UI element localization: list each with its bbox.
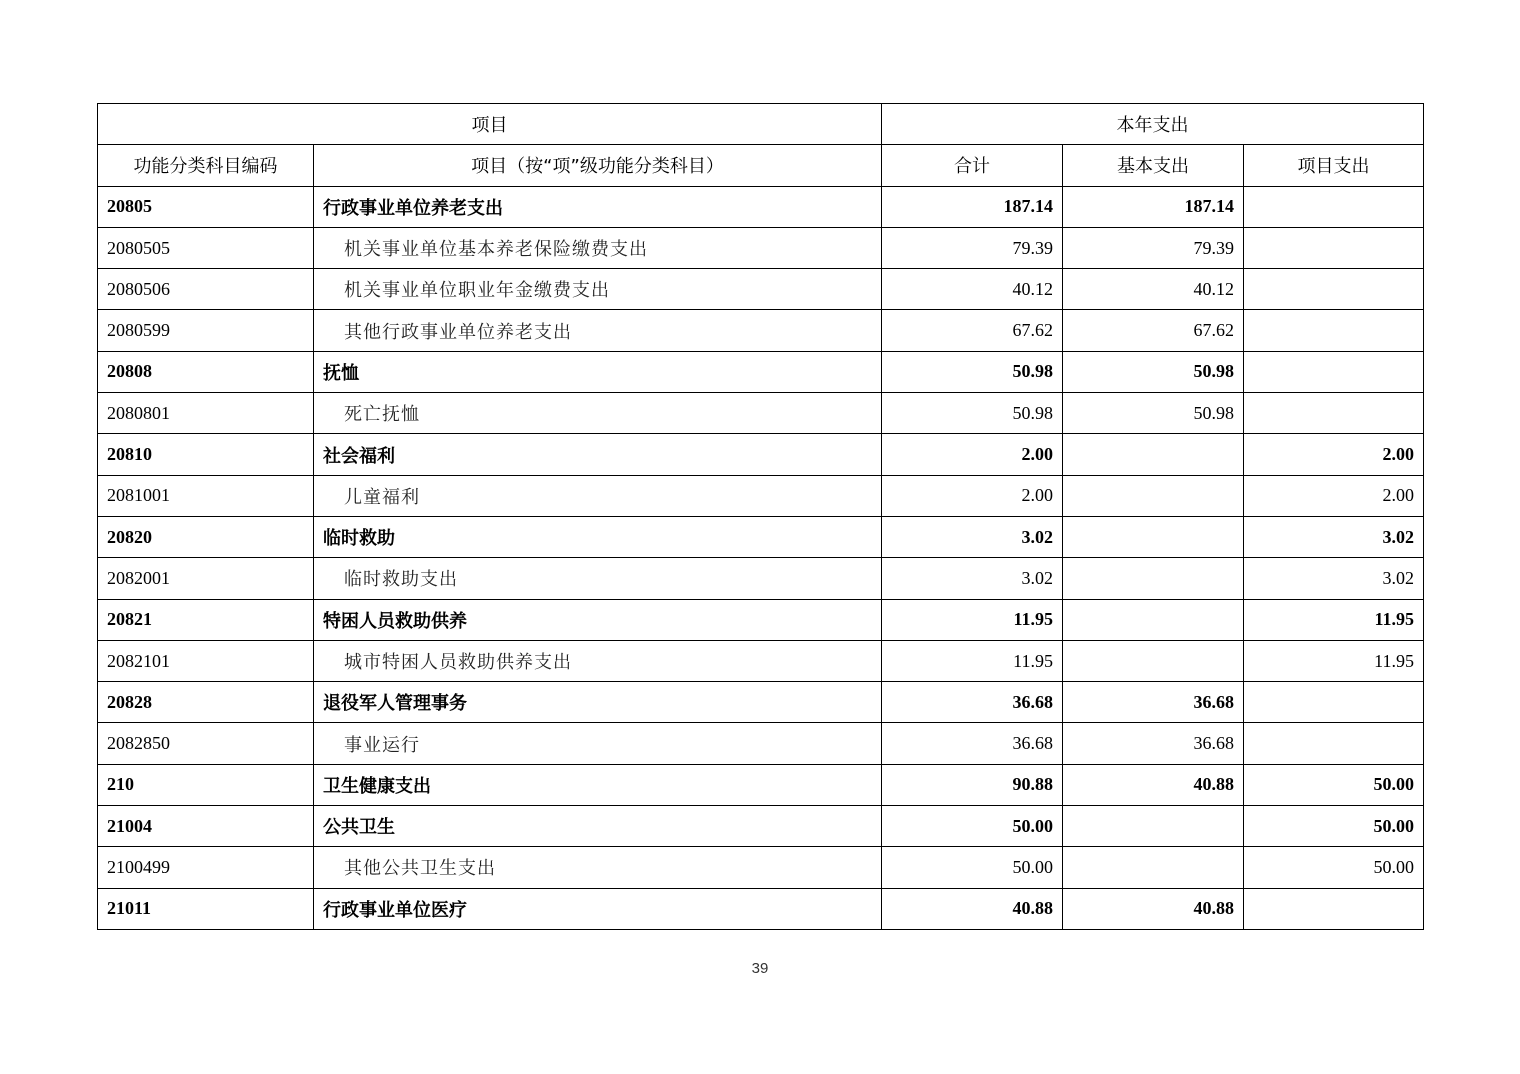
total-cell: 36.68 [882, 682, 1063, 723]
code-cell: 20828 [98, 682, 314, 723]
table-row [98, 764, 1424, 805]
total-cell: 50.00 [882, 806, 1063, 847]
header-row-1 [98, 104, 1424, 145]
name-cell: 临时救助 [314, 516, 882, 557]
code-cell: 21011 [98, 888, 314, 929]
table-row [98, 310, 1424, 351]
table-row [98, 516, 1424, 557]
basic-cell [1063, 847, 1244, 888]
project-cell: 50.00 [1244, 764, 1424, 805]
table-row [98, 847, 1424, 888]
project-cell [1244, 186, 1424, 227]
page-number: 39 [751, 960, 769, 977]
code-cell: 2080505 [98, 227, 314, 268]
total-cell: 36.68 [882, 723, 1063, 764]
header-project: 项目 [98, 104, 882, 145]
project-cell: 11.95 [1244, 599, 1424, 640]
table-row [98, 640, 1424, 681]
total-cell: 90.88 [882, 764, 1063, 805]
project-cell: 3.02 [1244, 516, 1424, 557]
code-cell: 20821 [98, 599, 314, 640]
basic-cell [1063, 516, 1244, 557]
project-cell: 50.00 [1244, 806, 1424, 847]
table-row [98, 475, 1424, 516]
name-cell: 死亡抚恤 [314, 393, 882, 434]
total-cell: 11.95 [882, 599, 1063, 640]
total-cell: 79.39 [882, 227, 1063, 268]
total-cell: 3.02 [882, 516, 1063, 557]
basic-cell: 187.14 [1063, 186, 1244, 227]
basic-cell: 50.98 [1063, 351, 1244, 392]
code-cell: 20808 [98, 351, 314, 392]
table-row [98, 558, 1424, 599]
header-basic: 基本支出 [1063, 145, 1244, 186]
name-cell: 公共卫生 [314, 806, 882, 847]
table-row [98, 351, 1424, 392]
name-cell: 儿童福利 [314, 475, 882, 516]
name-cell: 社会福利 [314, 434, 882, 475]
header-project-expense: 项目支出 [1244, 145, 1424, 186]
name-cell: 其他行政事业单位养老支出 [314, 310, 882, 351]
table-row [98, 888, 1424, 929]
code-cell: 2100499 [98, 847, 314, 888]
code-cell: 2080506 [98, 269, 314, 310]
table-row [98, 269, 1424, 310]
project-cell [1244, 888, 1424, 929]
name-cell: 其他公共卫生支出 [314, 847, 882, 888]
code-cell: 20810 [98, 434, 314, 475]
basic-cell [1063, 599, 1244, 640]
basic-cell: 40.88 [1063, 764, 1244, 805]
name-cell: 特困人员救助供养 [314, 599, 882, 640]
project-cell [1244, 227, 1424, 268]
header-row-2 [98, 145, 1424, 186]
project-cell: 2.00 [1244, 434, 1424, 475]
basic-cell: 50.98 [1063, 393, 1244, 434]
total-cell: 50.98 [882, 351, 1063, 392]
project-cell: 2.00 [1244, 475, 1424, 516]
code-cell: 2082850 [98, 723, 314, 764]
table-row [98, 806, 1424, 847]
header-item: 项目（按“项”级功能分类科目） [314, 145, 882, 186]
name-cell: 抚恤 [314, 351, 882, 392]
basic-cell: 36.68 [1063, 723, 1244, 764]
table-row [98, 723, 1424, 764]
total-cell: 2.00 [882, 434, 1063, 475]
total-cell: 50.00 [882, 847, 1063, 888]
header-code: 功能分类科目编码 [98, 145, 314, 186]
table-row [98, 393, 1424, 434]
basic-cell [1063, 434, 1244, 475]
name-cell: 城市特困人员救助供养支出 [314, 640, 882, 681]
project-cell [1244, 269, 1424, 310]
basic-cell [1063, 640, 1244, 681]
total-cell: 2.00 [882, 475, 1063, 516]
name-cell: 临时救助支出 [314, 558, 882, 599]
code-cell: 2082101 [98, 640, 314, 681]
basic-cell: 40.88 [1063, 888, 1244, 929]
code-cell: 20820 [98, 516, 314, 557]
table-row [98, 227, 1424, 268]
table-row [98, 599, 1424, 640]
total-cell: 3.02 [882, 558, 1063, 599]
total-cell: 50.98 [882, 393, 1063, 434]
table-row [98, 682, 1424, 723]
project-cell: 3.02 [1244, 558, 1424, 599]
code-cell: 2082001 [98, 558, 314, 599]
code-cell: 21004 [98, 806, 314, 847]
basic-cell [1063, 558, 1244, 599]
project-cell [1244, 723, 1424, 764]
name-cell: 退役军人管理事务 [314, 682, 882, 723]
code-cell: 2080801 [98, 393, 314, 434]
project-cell [1244, 351, 1424, 392]
code-cell: 20805 [98, 186, 314, 227]
total-cell: 40.88 [882, 888, 1063, 929]
basic-cell [1063, 806, 1244, 847]
basic-cell: 36.68 [1063, 682, 1244, 723]
name-cell: 事业运行 [314, 723, 882, 764]
total-cell: 40.12 [882, 269, 1063, 310]
project-cell [1244, 682, 1424, 723]
table-row [98, 434, 1424, 475]
name-cell: 卫生健康支出 [314, 764, 882, 805]
total-cell: 67.62 [882, 310, 1063, 351]
project-cell [1244, 393, 1424, 434]
name-cell: 行政事业单位医疗 [314, 888, 882, 929]
basic-cell [1063, 475, 1244, 516]
total-cell: 11.95 [882, 640, 1063, 681]
expense-table [97, 103, 1424, 930]
name-cell: 机关事业单位职业年金缴费支出 [314, 269, 882, 310]
code-cell: 2080599 [98, 310, 314, 351]
project-cell: 50.00 [1244, 847, 1424, 888]
name-cell: 行政事业单位养老支出 [314, 186, 882, 227]
basic-cell: 67.62 [1063, 310, 1244, 351]
project-cell: 11.95 [1244, 640, 1424, 681]
project-cell [1244, 310, 1424, 351]
basic-cell: 40.12 [1063, 269, 1244, 310]
header-total: 合计 [882, 145, 1063, 186]
name-cell: 机关事业单位基本养老保险缴费支出 [314, 227, 882, 268]
table-row [98, 186, 1424, 227]
basic-cell: 79.39 [1063, 227, 1244, 268]
header-current-year-expense: 本年支出 [882, 104, 1424, 145]
code-cell: 2081001 [98, 475, 314, 516]
code-cell: 210 [98, 764, 314, 805]
total-cell: 187.14 [882, 186, 1063, 227]
